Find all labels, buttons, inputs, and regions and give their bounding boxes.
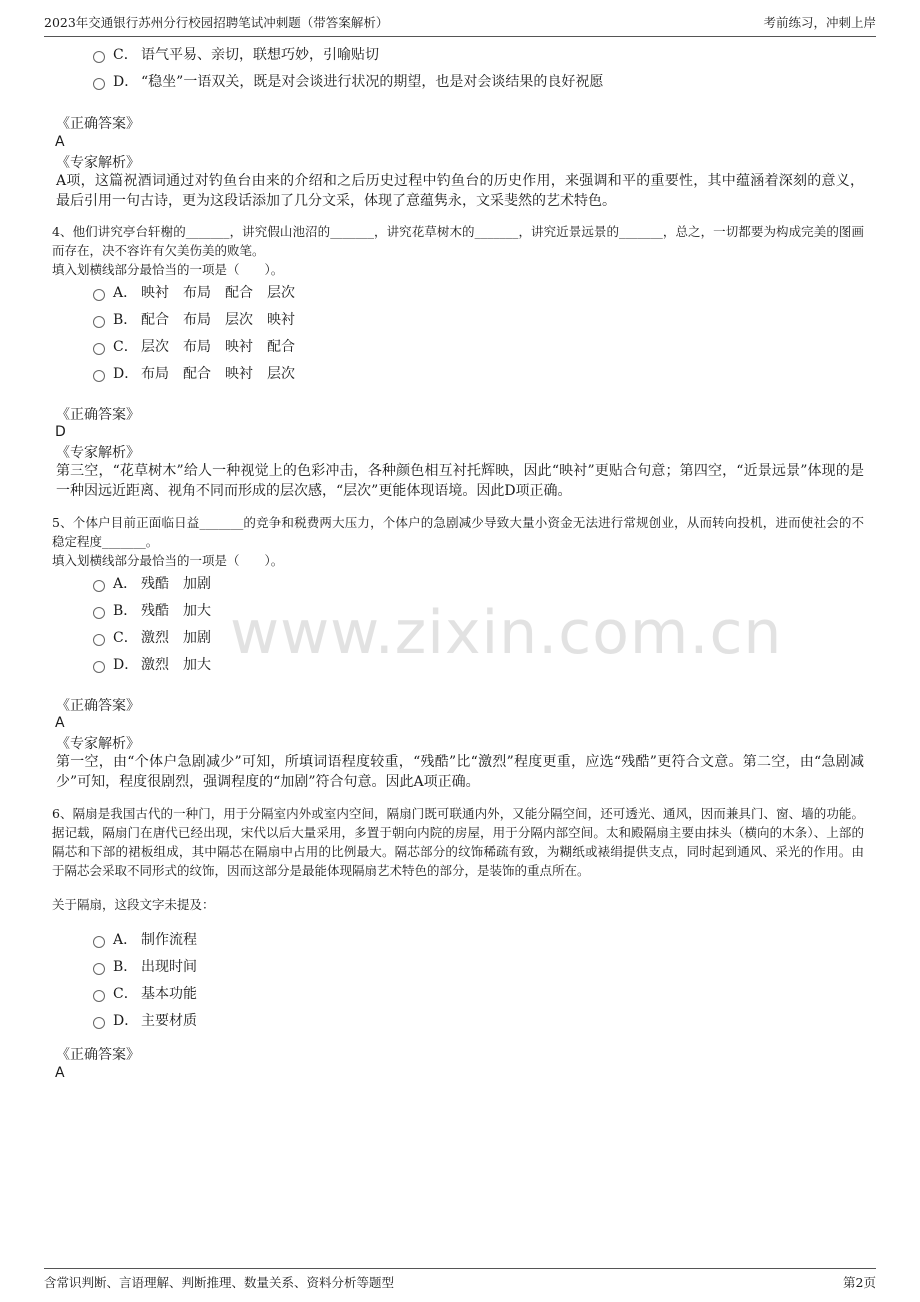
radio-icon[interactable] — [93, 343, 105, 355]
page-header — [44, 10, 876, 37]
q4-option-c[interactable]: C． 层次 布局 映衬 配合 — [93, 337, 309, 357]
analysis-label: 《专家解析》 — [56, 445, 140, 461]
answer-label: 《正确答案》 — [56, 1047, 140, 1063]
analysis-text: A项，这篇祝酒词通过对钓鱼台由来的介绍和之后历史过程中钓鱼台的历史作用，来强调和平的重要性，其中蕴涵着深刻的意义，最后引用一句古诗，更为这段话添加了几分文采，体现了意蕴隽永，文采斐然的艺术特色。 — [56, 173, 864, 209]
radio-icon[interactable] — [93, 990, 105, 1002]
radio-icon[interactable] — [93, 1017, 105, 1029]
answer-value: A — [55, 715, 65, 731]
answer-value: D — [55, 424, 66, 440]
answer-value: A — [55, 1065, 65, 1081]
watermark: www.zixin.com.cn — [230, 598, 783, 668]
radio-icon[interactable] — [93, 51, 105, 63]
radio-icon[interactable] — [93, 316, 105, 328]
question-4-prompt: 填入划横线部分最恰当的一项是（ ）。 — [52, 262, 284, 277]
question-6-prompt: 关于隔扇，这段文字未提及： — [52, 897, 215, 912]
answer-label: 《正确答案》 — [56, 698, 140, 714]
q3-option-d[interactable]: D． “稳坐”一语双关，既是对会谈进行状况的期望，也是对会谈结果的良好祝愿 — [93, 72, 603, 92]
q6-option-c[interactable]: C． 基本功能 — [93, 984, 197, 1004]
analysis-text: 第一空，由“个体户急剧减少”可知，所填词语程度较重，“残酷”比“激烈”程度更重，应选“残酷”更符合文意。第二空，由“急剧减少”可知，程度很剧烈，强调程度的“加剧”符合句意。因此A项正确。 — [56, 754, 864, 790]
header-slogan: 考前练习，冲刺上岸 — [763, 15, 876, 30]
q6-option-a[interactable]: A． 制作流程 — [93, 930, 197, 950]
analysis-label: 《专家解析》 — [56, 155, 140, 171]
q5-option-c[interactable]: C． 激烈 加剧 — [93, 628, 225, 648]
footer-categories: 含常识判断、言语理解、判断推理、数量关系、资料分析等题型 — [44, 1275, 395, 1290]
radio-icon[interactable] — [93, 78, 105, 90]
radio-icon[interactable] — [93, 634, 105, 646]
answer-label: 《正确答案》 — [56, 116, 140, 132]
page-footer — [44, 1268, 876, 1293]
document-title: 2023年交通银行苏州分行校园招聘笔试冲刺题（带答案解析） — [44, 15, 389, 30]
radio-icon[interactable] — [93, 936, 105, 948]
analysis-label: 《专家解析》 — [56, 736, 140, 752]
answer-value: A — [55, 134, 65, 150]
radio-icon[interactable] — [93, 289, 105, 301]
radio-icon[interactable] — [93, 963, 105, 975]
q5-option-d[interactable]: D． 激烈 加大 — [93, 655, 225, 675]
q6-option-b[interactable]: B． 出现时间 — [93, 957, 197, 977]
page-number: 第2页 — [843, 1275, 876, 1290]
analysis-text: 第三空，“花草树木”给人一种视觉上的色彩冲击，各种颜色相互衬托辉映，因此“映衬”更贴合句意；第四空，“近景远景”体现的是一种因远近距离、视角不同而形成的层次感，“层次”更能体现语境。因此D项正确。 — [56, 463, 864, 499]
radio-icon[interactable] — [93, 607, 105, 619]
question-5-stem: 5、个体户目前正面临日益_______的竞争和税费两大压力，个体户的急剧减少导致大量小资金无法进行常规创业，从而转向投机，进而使社会的不稳定程度_______。 — [52, 515, 864, 549]
radio-icon[interactable] — [93, 580, 105, 592]
q6-option-d[interactable]: D． 主要材质 — [93, 1011, 197, 1031]
radio-icon[interactable] — [93, 370, 105, 382]
q4-option-a[interactable]: A． 映衬 布局 配合 层次 — [93, 283, 309, 303]
answer-label: 《正确答案》 — [56, 407, 140, 423]
q4-option-d[interactable]: D． 布局 配合 映衬 层次 — [93, 364, 309, 384]
question-6-stem: 6、隔扇是我国古代的一种门，用于分隔室内外或室内空间，隔扇门既可联通内外，又能分隔空间，还可透光、通风，因而兼具门、窗、墙的功能。据记载，隔扇门在唐代已经出现，宋代以后大量采用，多置于朝向内院的房屋，用于分隔内部空间。太和殿隔扇主要由抹头（横向的木条）、上部的隔芯和下部的裙板组成，其中隔芯在隔扇中占用的比例最大。隔芯部分的纹饰稀疏有致，为糊纸或裱绢提供支点，同时起到通风、采光的作用。由于隔芯会采取不同形式的纹饰，因而这部分是最能体现隔扇艺术特色的部分，是装饰的重点所在。 — [52, 806, 864, 878]
q3-option-c[interactable]: C． 语气平易、亲切，联想巧妙，引喻贴切 — [93, 45, 379, 65]
radio-icon[interactable] — [93, 661, 105, 673]
q4-option-b[interactable]: B． 配合 布局 层次 映衬 — [93, 310, 309, 330]
question-4-stem: 4、他们讲究亭台轩榭的_______，讲究假山池沼的_______，讲究花草树木的_______，讲究近景远景的_______，总之，一切都要为构成完美的图画而存在，决不容许有欠美伤美的败笔。 — [52, 224, 864, 258]
q5-option-b[interactable]: B． 残酷 加大 — [93, 601, 225, 621]
question-5-prompt: 填入划横线部分最恰当的一项是（ ）。 — [52, 553, 284, 568]
q5-option-a[interactable]: A． 残酷 加剧 — [93, 574, 225, 594]
